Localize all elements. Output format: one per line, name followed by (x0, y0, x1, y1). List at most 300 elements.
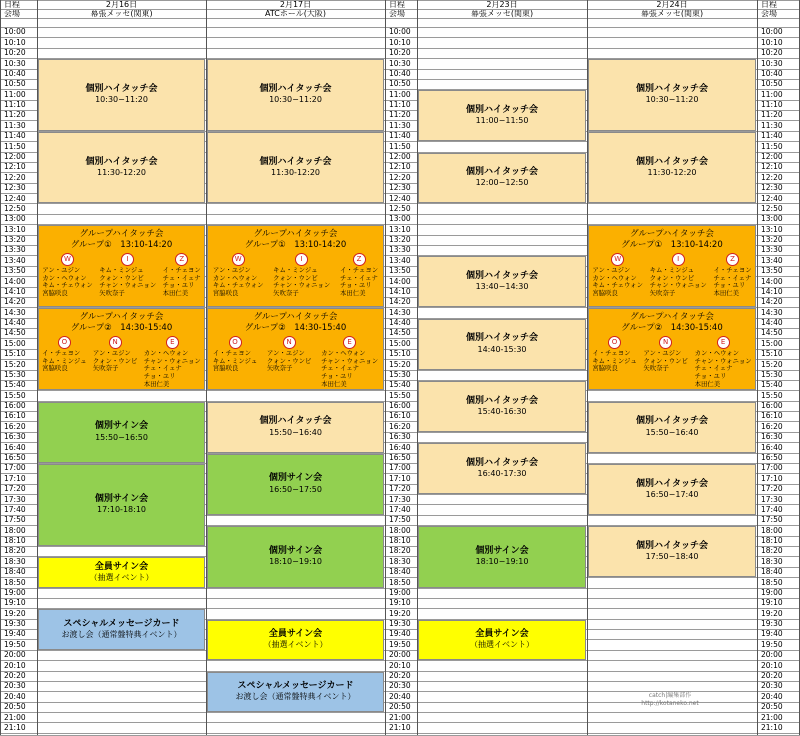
time-label: 11:20 (389, 110, 411, 120)
member-name: 本田仁美 (339, 288, 366, 297)
member-name: カン・ヘウォン (321, 348, 366, 357)
time-label: 20:20 (389, 670, 411, 680)
event-block-special (207, 672, 384, 713)
header-label-venue: 会場 (4, 9, 20, 18)
time-label: 18:50 (761, 577, 783, 587)
member-name: キム・ミンジュ (273, 265, 318, 274)
event-title: 個別サイン会 (94, 421, 149, 432)
grid-line-h (0, 671, 800, 672)
time-label: 11:50 (761, 141, 783, 151)
time-label: 18:00 (389, 525, 411, 535)
event-time: 10:30−11:20 (645, 95, 699, 105)
event-time: 12:00−12:50 (475, 178, 529, 188)
event-block-all_sign (38, 557, 205, 587)
member-name: チョ・ユリ (694, 371, 727, 380)
event-title: 全員サイン会 (94, 561, 149, 572)
time-label: 18:40 (389, 567, 411, 577)
event-time: グループ② 14:30-15:40 (70, 322, 173, 333)
time-label: 18:40 (4, 567, 26, 577)
time-label: 16:20 (389, 421, 411, 431)
member-column (273, 253, 330, 298)
time-label: 15:40 (389, 380, 411, 390)
time-label: 15:20 (389, 359, 411, 369)
event-title: 個別ハイタッチ会 (635, 84, 708, 95)
member-name: イ・チェヨン (212, 348, 251, 357)
time-label: 15:00 (4, 338, 26, 348)
event-block-sign (418, 526, 586, 587)
header-label-date: 日程 (761, 0, 777, 9)
grid-line-h (0, 48, 800, 49)
member-name: チャン・ウォニョン (649, 281, 707, 290)
grid-line-v (385, 0, 386, 735)
event-title: 個別ハイタッチ会 (465, 333, 538, 344)
grid-line-h (0, 722, 800, 723)
member-column (42, 336, 86, 388)
time-label: 10:50 (761, 79, 783, 89)
event-title: 個別サイン会 (268, 473, 323, 484)
member-name: 本田仁美 (713, 288, 740, 297)
member-name: クォン・ウンビ (643, 356, 688, 365)
unit-badge: E (166, 336, 179, 349)
event-time: グループ② 14:30-15:40 (621, 322, 723, 333)
time-label: 19:40 (389, 629, 411, 639)
event-time: 16:50−17:40 (645, 489, 699, 499)
time-label: 14:30 (761, 307, 783, 317)
unit-badge: W (232, 253, 245, 266)
time-label: 11:30 (389, 120, 411, 130)
time-label: 14:10 (761, 286, 783, 296)
member-column (267, 336, 312, 388)
time-label: 11:00 (4, 89, 26, 99)
event-time: 18:10−19:10 (269, 557, 322, 567)
event-title: グループハイタッチ会 (253, 312, 338, 323)
time-label: 18:00 (761, 525, 783, 535)
time-label: 11:10 (389, 100, 411, 110)
event-block-all_sign (207, 620, 384, 661)
time-label: 15:40 (4, 380, 26, 390)
time-label: 11:00 (761, 89, 783, 99)
time-label: 11:50 (4, 141, 26, 151)
time-label: 16:30 (761, 432, 783, 442)
time-label: 12:10 (389, 162, 411, 172)
member-name: クォン・ウンビ (266, 356, 312, 365)
time-label: 13:30 (389, 245, 411, 255)
header-label-date: 日程 (4, 0, 20, 9)
grid-line-h (0, 712, 800, 713)
time-label: 16:10 (389, 411, 411, 421)
time-label: 10:30 (761, 58, 783, 68)
time-label: 20:00 (389, 650, 411, 660)
time-label: 16:10 (761, 411, 783, 421)
event-title: 個別サイン会 (94, 494, 149, 505)
member-name: 矢吹奈子 (266, 364, 293, 373)
event-block-individual (418, 256, 586, 307)
column-date: 2月16日 (105, 0, 138, 9)
time-label: 14:10 (4, 286, 26, 296)
column-venue: 幕張メッセ(関東) (90, 9, 153, 18)
event-block-individual (588, 526, 756, 577)
event-title: 個別ハイタッチ会 (635, 416, 708, 427)
time-label: 10:00 (4, 27, 26, 37)
time-label: 13:40 (761, 255, 783, 265)
event-time: 11:30-12:20 (271, 168, 320, 178)
event-time: 13:40−14:30 (475, 282, 529, 292)
event-block-individual (588, 132, 756, 204)
event-time: 17:10-18:10 (97, 505, 146, 515)
time-label: 12:30 (4, 183, 26, 193)
unit-badge: Z (353, 253, 366, 266)
event-block-all_sign (418, 620, 586, 661)
time-label: 17:20 (4, 484, 26, 494)
time-label: 20:20 (4, 670, 26, 680)
time-label: 10:00 (389, 27, 411, 37)
event-block-individual (418, 381, 586, 432)
event-block-sign (207, 454, 384, 515)
time-label: 19:10 (4, 598, 26, 608)
time-label: 18:30 (389, 556, 411, 566)
member-name: 宮脇咲良 (42, 364, 68, 373)
time-label: 20:00 (4, 650, 26, 660)
time-label: 21:00 (4, 712, 26, 722)
time-label: 14:40 (389, 318, 411, 328)
time-label: 16:40 (4, 442, 26, 452)
time-label: 10:10 (389, 37, 411, 47)
time-label: 20:40 (761, 691, 783, 701)
event-block-individual (418, 443, 586, 494)
column-date: 2月17日 (279, 0, 312, 9)
time-label: 19:20 (761, 608, 783, 618)
member-name: キム・チェウォン (592, 281, 643, 290)
member-name: キム・ミンジュ (212, 356, 258, 365)
grid-line-h (0, 588, 800, 589)
credit-watermark (600, 692, 740, 708)
time-label: 13:10 (4, 224, 26, 234)
unit-badge: E (343, 336, 356, 349)
time-label: 10:40 (389, 68, 411, 78)
unit-badge: E (717, 336, 730, 349)
member-name: カン・ヘウォン (143, 348, 189, 357)
event-title: 個別ハイタッチ会 (635, 156, 708, 167)
time-label: 14:10 (389, 286, 411, 296)
time-label: 19:30 (761, 619, 783, 629)
time-label: 18:10 (389, 536, 411, 546)
member-name: チェ・イェナ (162, 273, 201, 282)
member-name: チェ・イェナ (339, 273, 378, 282)
time-label: 15:30 (389, 369, 411, 379)
event-title: スペシャルメッセージカード (237, 680, 354, 691)
time-label: 11:20 (761, 110, 783, 120)
time-label: 18:20 (389, 546, 411, 556)
time-label: 17:50 (389, 515, 411, 525)
member-list (208, 336, 383, 388)
time-label: 16:50 (4, 453, 26, 463)
time-label: 20:40 (4, 691, 26, 701)
event-time: 11:00−11:50 (475, 116, 529, 126)
time-label: 16:10 (4, 411, 26, 421)
event-time: 10:30−11:20 (269, 95, 322, 105)
member-name: イ・チェヨン (713, 265, 752, 274)
time-label: 12:50 (389, 203, 411, 213)
time-label: 16:00 (389, 401, 411, 411)
time-label: 11:50 (389, 141, 411, 151)
member-name: カン・ヘウォン (694, 348, 740, 357)
member-name: アン・ユジン (592, 265, 631, 274)
time-label: 14:00 (4, 276, 26, 286)
event-title: 個別ハイタッチ会 (465, 167, 538, 178)
time-label: 10:20 (761, 48, 783, 58)
time-label: 14:30 (4, 307, 26, 317)
member-column (592, 336, 636, 388)
time-label: 20:10 (761, 660, 783, 670)
event-title: 全員サイン会 (268, 629, 323, 640)
time-label: 18:40 (761, 567, 783, 577)
time-label: 17:50 (761, 515, 783, 525)
time-label: 19:30 (389, 619, 411, 629)
grid-line-h (0, 650, 800, 651)
event-title: 個別サイン会 (268, 546, 323, 557)
member-name: キム・チェウォン (212, 281, 264, 290)
member-name: チャン・ウォニョン (694, 356, 752, 365)
member-name: 宮脇咲良 (212, 364, 239, 373)
event-time: 11:30-12:20 (97, 168, 146, 178)
time-label: 11:40 (4, 131, 26, 141)
time-label: 17:10 (761, 473, 783, 483)
time-label: 19:00 (761, 587, 783, 597)
member-column (42, 253, 93, 298)
time-label: 15:40 (761, 380, 783, 390)
time-label: 10:50 (389, 79, 411, 89)
time-label: 15:30 (761, 369, 783, 379)
member-name: アン・ユジン (42, 265, 81, 274)
time-label: 11:30 (4, 120, 26, 130)
member-name: チョ・ユリ (162, 281, 195, 290)
time-label: 12:00 (761, 151, 783, 161)
member-name: イ・チェヨン (162, 265, 201, 274)
time-label: 13:50 (761, 266, 783, 276)
event-block-individual (588, 59, 756, 131)
unit-badge: I (295, 253, 308, 266)
time-label: 13:40 (4, 255, 26, 265)
member-name: イ・チェヨン (42, 348, 81, 357)
time-label: 18:00 (4, 525, 26, 535)
time-label: 12:00 (389, 151, 411, 161)
time-label: 13:00 (761, 214, 783, 224)
member-list (39, 336, 204, 388)
time-label: 16:00 (761, 401, 783, 411)
event-title: 個別ハイタッチ会 (465, 395, 538, 406)
time-label: 15:10 (389, 349, 411, 359)
member-column (592, 253, 643, 298)
member-name: アン・ユジン (212, 265, 251, 274)
member-name: チョ・ユリ (713, 281, 746, 290)
grid-line-h (0, 390, 800, 391)
member-column (713, 253, 751, 298)
time-label: 20:30 (761, 681, 783, 691)
member-column (99, 253, 156, 298)
event-time: （抽選イベント） (263, 640, 328, 650)
event-time: グループ① 13:10-14:20 (244, 239, 347, 250)
time-label: 18:50 (4, 577, 26, 587)
event-title: グループハイタッチ会 (253, 229, 338, 240)
event-block-special (38, 609, 205, 650)
member-name: チョ・ユリ (143, 371, 176, 380)
member-name: 宮脇咲良 (42, 288, 68, 297)
time-label: 18:30 (4, 556, 26, 566)
credit-line: catch|編集部作 (648, 692, 692, 700)
event-time: 15:50−16:50 (95, 432, 148, 442)
member-list (589, 253, 755, 298)
time-label: 17:20 (389, 484, 411, 494)
member-name: 矢吹奈子 (643, 364, 669, 373)
time-label: 15:00 (761, 338, 783, 348)
event-block-individual (207, 132, 384, 204)
time-label: 10:30 (389, 58, 411, 68)
event-title: 個別ハイタッチ会 (635, 540, 708, 551)
member-name: カン・ヘウォン (212, 273, 258, 282)
time-label: 12:00 (4, 151, 26, 161)
credit-url: http://kotaneko.net (641, 700, 699, 708)
grid-line-h (0, 0, 800, 1)
time-label: 11:40 (761, 131, 783, 141)
event-time: 16:40-17:30 (477, 469, 527, 479)
event-time: 14:40-15:30 (477, 344, 527, 354)
time-label: 19:40 (761, 629, 783, 639)
time-label: 17:50 (4, 515, 26, 525)
time-label: 20:40 (389, 691, 411, 701)
time-label: 18:50 (389, 577, 411, 587)
event-time: 11:30-12:20 (647, 168, 697, 178)
time-label: 16:40 (761, 442, 783, 452)
time-label: 11:20 (4, 110, 26, 120)
unit-badge: O (608, 336, 621, 349)
time-label: 17:30 (4, 494, 26, 504)
event-time: 18:10−19:10 (475, 557, 529, 567)
member-list (208, 253, 383, 298)
member-name: クォン・ウンビ (649, 273, 695, 282)
time-label: 10:50 (4, 79, 26, 89)
time-label: 12:50 (761, 203, 783, 213)
time-label: 19:20 (4, 608, 26, 618)
time-label: 16:50 (389, 453, 411, 463)
column-venue: 幕張メッセ(関東) (640, 9, 704, 18)
time-label: 18:10 (4, 536, 26, 546)
time-label: 19:40 (4, 629, 26, 639)
grid-line-h (0, 203, 800, 204)
event-time: 17:50−18:40 (645, 552, 699, 562)
time-label: 17:40 (761, 504, 783, 514)
unit-badge: W (611, 253, 624, 266)
member-name: チャン・ウォニョン (273, 281, 331, 290)
event-title: グループハイタッチ会 (79, 312, 164, 323)
time-label: 13:10 (389, 224, 411, 234)
time-label: 17:30 (389, 494, 411, 504)
time-label: 19:50 (761, 639, 783, 649)
unit-badge: O (229, 336, 242, 349)
header-label-venue: 会場 (389, 9, 405, 18)
grid-line-h (0, 214, 800, 215)
time-label: 18:20 (4, 546, 26, 556)
unit-badge: W (61, 253, 74, 266)
event-block-individual (207, 59, 384, 131)
time-label: 20:50 (4, 702, 26, 712)
time-label: 17:00 (4, 463, 26, 473)
time-label: 13:20 (761, 235, 783, 245)
time-label: 18:10 (761, 536, 783, 546)
time-label: 12:20 (4, 172, 26, 182)
member-name: チェ・イェナ (694, 364, 733, 373)
time-label: 14:20 (761, 297, 783, 307)
event-time: グループ① 13:10-14:20 (70, 239, 173, 250)
time-label: 18:30 (761, 556, 783, 566)
member-list (39, 253, 204, 298)
member-name: クォン・ウンビ (99, 273, 144, 282)
time-label: 18:20 (761, 546, 783, 556)
event-title: 個別ハイタッチ会 (465, 104, 538, 115)
time-label: 20:10 (389, 660, 411, 670)
time-label: 19:20 (389, 608, 411, 618)
time-label: 14:00 (389, 276, 411, 286)
event-title: 個別ハイタッチ会 (259, 84, 332, 95)
member-column (144, 336, 201, 388)
time-label: 21:00 (761, 712, 783, 722)
event-time: お渡し会（通常盤特典イベント） (61, 629, 182, 639)
event-time: 10:30−11:20 (95, 95, 148, 105)
column-venue: ATCホール(大阪) (265, 9, 326, 18)
unit-badge: Z (726, 253, 739, 266)
time-label: 21:10 (761, 722, 783, 732)
time-label: 16:40 (389, 442, 411, 452)
time-label: 17:10 (389, 473, 411, 483)
event-block-individual (588, 464, 756, 515)
time-label: 16:20 (4, 421, 26, 431)
member-name: クォン・ウンビ (273, 273, 318, 282)
grid-line-v (757, 0, 758, 735)
event-title: グループハイタッチ会 (79, 229, 164, 240)
time-label: 19:00 (389, 587, 411, 597)
event-time: 15:40-16:30 (477, 406, 527, 416)
time-label: 14:40 (4, 318, 26, 328)
time-label: 20:30 (4, 681, 26, 691)
time-label: 10:20 (4, 48, 26, 58)
header-label-venue: 会場 (761, 9, 777, 18)
time-label: 15:00 (389, 338, 411, 348)
time-label: 16:30 (389, 432, 411, 442)
time-label: 10:00 (761, 27, 783, 37)
event-title: グループハイタッチ会 (630, 229, 714, 240)
member-name: 本田仁美 (162, 288, 189, 297)
event-title: 個別サイン会 (475, 546, 529, 557)
event-block-group (38, 225, 205, 307)
member-name: 本田仁美 (143, 379, 170, 388)
event-block-group (588, 225, 756, 307)
time-label: 14:00 (761, 276, 783, 286)
time-label: 14:50 (761, 328, 783, 338)
time-label: 14:50 (4, 328, 26, 338)
header-label-date: 日程 (389, 0, 405, 9)
member-name: カン・ヘウォン (592, 273, 637, 282)
event-block-group (207, 225, 384, 307)
event-title: 個別ハイタッチ会 (465, 270, 538, 281)
time-label: 19:10 (761, 598, 783, 608)
event-title: 個別ハイタッチ会 (85, 84, 158, 95)
member-name: 本田仁美 (694, 379, 721, 388)
time-label: 14:40 (761, 318, 783, 328)
event-time: 15:50−16:40 (645, 427, 699, 437)
time-label: 16:20 (761, 421, 783, 431)
member-name: 宮脇咲良 (592, 288, 618, 297)
member-column (695, 336, 752, 388)
event-time: グループ① 13:10-14:20 (621, 239, 723, 250)
